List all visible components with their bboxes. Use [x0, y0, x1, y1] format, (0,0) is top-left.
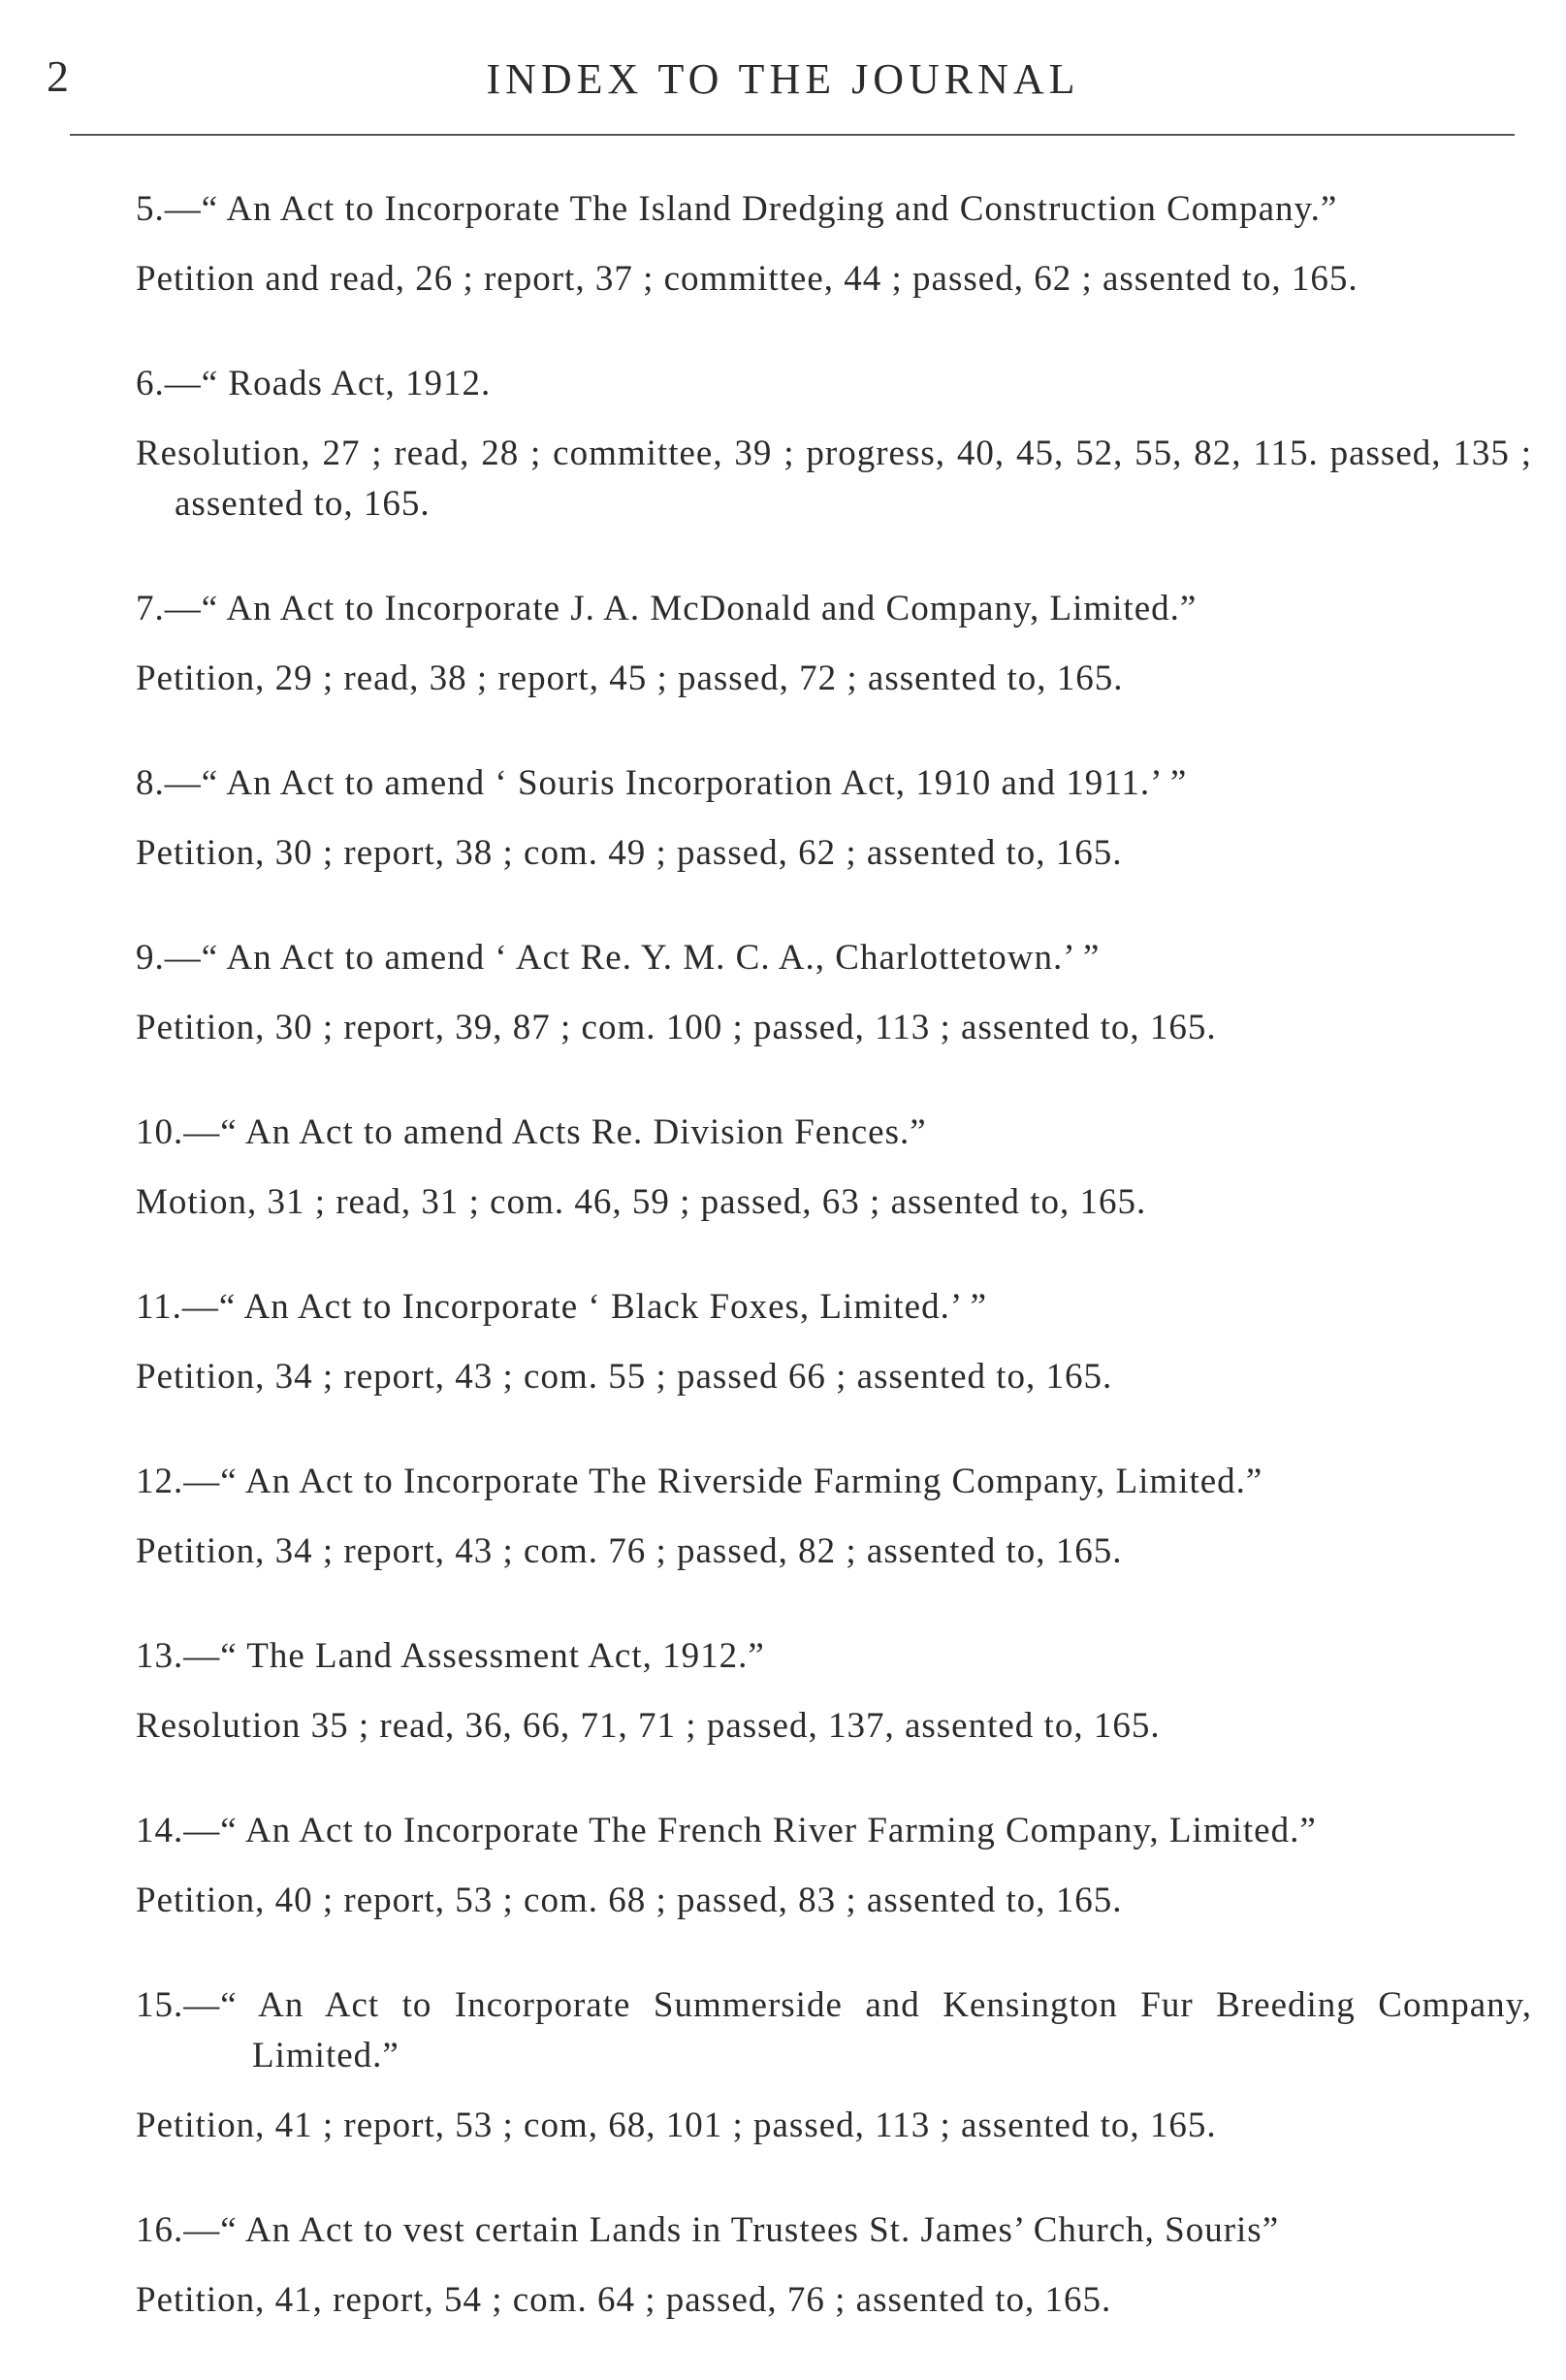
entry-title: [136, 1631, 1532, 1682]
index-entry: [136, 584, 1532, 704]
header-rule: [70, 134, 1515, 136]
entry-detail: Resolution, 27 ; read, 28 ; committee, 39 ; progress, 40, 45, 52, 55, 82, 115. passed, 135 ; assented to, 165.: [136, 434, 1532, 524]
entry-title-text: —“ An Act to Incorporate ‘ Black Foxes, Limited.’ ”: [181, 1287, 988, 1327]
entry-title-text: —“ An Act to Incorporate Summerside and Kensington Fur Breeding Company, Limited.”: [183, 1985, 1532, 2075]
index-entry: [136, 1980, 1532, 2151]
entry-number: 14.: [136, 1811, 184, 1850]
entry-title: [136, 1980, 1532, 2081]
entry-title: [136, 2205, 1532, 2256]
entry-title: [136, 1457, 1532, 1507]
entry-title-text: —“ An Act to amend Acts Re. Division Fences.”: [183, 1112, 927, 1152]
entry-number: 16.: [136, 2210, 184, 2250]
entry-title: [136, 1806, 1532, 1856]
entry-title-text: —“ An Act to amend ‘ Souris Incorporation Act, 1910 and 1911.’ ”: [164, 763, 1188, 803]
entry-number: 9.: [136, 938, 165, 978]
entry-number: 6.: [136, 364, 165, 403]
entry-number: 7.: [136, 589, 165, 628]
index-entry: [136, 1108, 1532, 1228]
entry-title-text: —“ An Act to amend ‘ Act Re. Y. M. C. A., Charlottetown.’ ”: [164, 938, 1101, 978]
index-entry: [136, 1457, 1532, 1577]
entry-title: [136, 359, 1532, 409]
entry-title: [136, 933, 1532, 983]
entry-number: 10.: [136, 1112, 184, 1152]
entry-title-text: —“ An Act to vest certain Lands in Trustees St. James’ Church, Souris”: [183, 2210, 1280, 2250]
index-entries: [136, 184, 1532, 2380]
entry-number: 13.: [136, 1636, 184, 1676]
entry-title-text: —“ Roads Act, 1912.: [164, 364, 492, 403]
entry-detail: Petition, 29 ; read, 38 ; report, 45 ; passed, 72 ; assented to, 165.: [136, 659, 1124, 698]
index-entry: [136, 184, 1532, 305]
entry-title-text: —“ The Land Assessment Act, 1912.”: [183, 1636, 765, 1676]
page-number: 2: [47, 51, 70, 101]
entry-detail: Petition, 30 ; report, 38 ; com. 49 ; passed, 62 ; assented to, 165.: [136, 833, 1123, 873]
entry-detail: Petition, 30 ; report, 39, 87 ; com. 100 ; passed, 113 ; assented to, 165.: [136, 1008, 1217, 1047]
entry-title-text: —“ An Act to Incorporate J. A. McDonald and Company, Limited.”: [164, 589, 1198, 628]
entry-title: [136, 184, 1532, 235]
entry-detail: Petition, 41, report, 54 ; com. 64 ; passed, 76 ; assented to, 165.: [136, 2280, 1112, 2320]
entry-title: [136, 584, 1532, 634]
entry-title-text: —“ An Act to Incorporate The French River Farming Company, Limited.”: [183, 1811, 1317, 1850]
entry-detail: Petition, 34 ; report, 43 ; com. 76 ; passed, 82 ; assented to, 165.: [136, 1531, 1123, 1571]
index-entry: [136, 2205, 1532, 2326]
entry-title: [136, 1282, 1532, 1333]
index-entry: [136, 359, 1532, 530]
index-entry: [136, 1282, 1532, 1402]
entry-number: 11.: [136, 1287, 182, 1327]
entry-title-text: —“ An Act to Incorporate The Riverside Farming Company, Limited.”: [183, 1462, 1263, 1501]
entry-title-text: —“ An Act to Incorporate The Island Dredging and Construction Company.”: [164, 189, 1338, 229]
entry-number: 15.: [136, 1985, 184, 2025]
entry-number: 8.: [136, 763, 165, 803]
running-head: INDEX TO THE JOURNAL: [486, 55, 1080, 103]
entry-title: [136, 1108, 1532, 1158]
entry-detail: Motion, 31 ; read, 31 ; com. 46, 59 ; passed, 63 ; assented to, 165.: [136, 1182, 1147, 1222]
index-entry: [136, 1631, 1532, 1752]
index-entry: [136, 758, 1532, 879]
index-entry: [136, 1806, 1532, 1926]
entry-detail: Petition, 34 ; report, 43 ; com. 55 ; passed 66 ; assented to, 165.: [136, 1357, 1113, 1397]
entry-title: [136, 758, 1532, 809]
entry-detail: Petition, 40 ; report, 53 ; com. 68 ; passed, 83 ; assented to, 165.: [136, 1881, 1123, 1920]
entry-detail: Petition, 41 ; report, 53 ; com, 68, 101 ; passed, 113 ; assented to, 165.: [136, 2106, 1217, 2145]
entry-detail: Petition and read, 26 ; report, 37 ; committee, 44 ; passed, 62 ; assented to, 165.: [136, 259, 1358, 299]
entry-number: 5.: [136, 189, 165, 229]
entry-detail: Resolution 35 ; read, 36, 66, 71, 71 ; passed, 137, assented to, 165.: [136, 1706, 1161, 1746]
index-entry: [136, 933, 1532, 1053]
entry-number: 12.: [136, 1462, 184, 1501]
